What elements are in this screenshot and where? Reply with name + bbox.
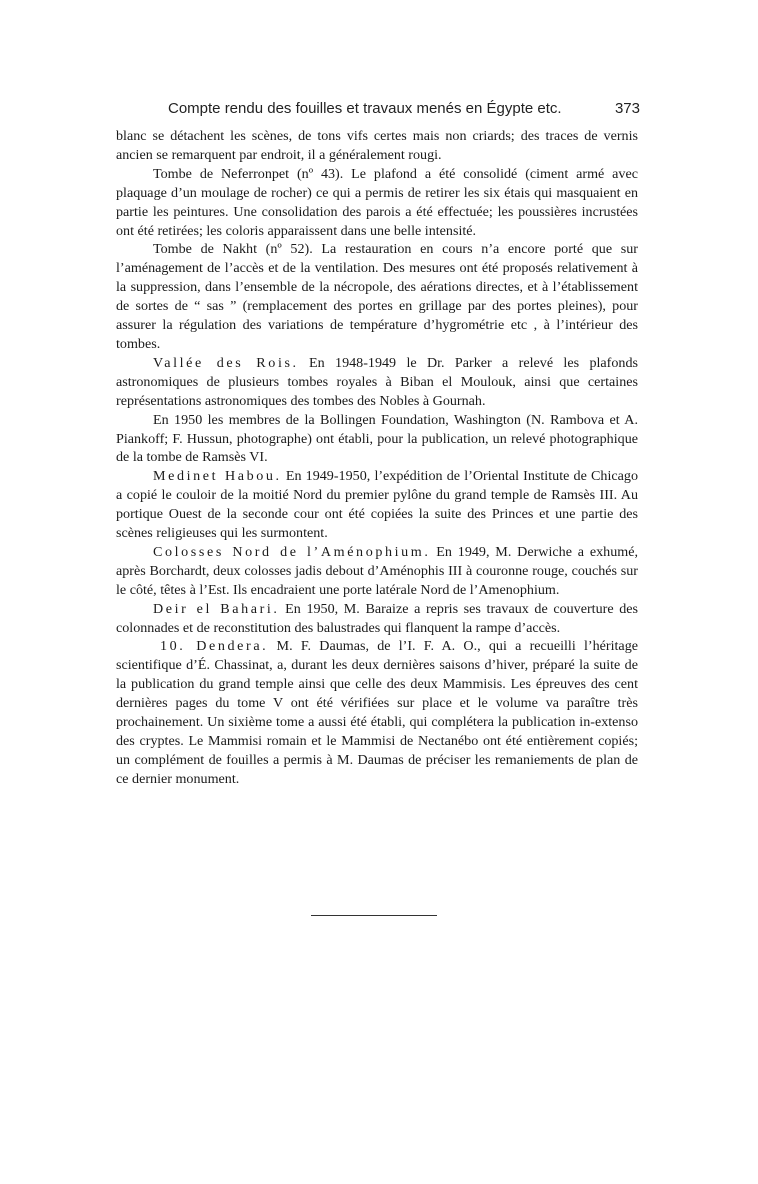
paragraph-bollingen	[116, 411, 638, 468]
paragraph-colosses	[116, 543, 638, 600]
section-heading: Vallée des Rois.	[153, 354, 299, 371]
paragraph-text: blanc se détachent les scènes, de tons vifs certes mais non criards; des traces de vernis ancien se remarquent par endroit, il a généralement rougi.	[116, 128, 638, 163]
paragraph-continuation	[116, 127, 638, 165]
end-divider	[311, 915, 437, 916]
paragraph-dendera	[116, 637, 638, 788]
paragraph-text: En 1950, M. Baraize a repris ses travaux de couverture des colonnades et de reconstitution des balustrades qui flanquent la rampe d’accès.	[116, 600, 638, 636]
section-heading: Deir el Bahari.	[153, 600, 280, 617]
section-heading: 10. Dendera.	[160, 638, 269, 655]
paragraph-deir-el-bahari	[116, 600, 638, 638]
header-title: Compte rendu des fouilles et travaux menés en Égypte etc.	[168, 100, 562, 117]
paragraph-text: Tombe de Nakht (nº 52). La restauration en cours n’a encore porté que sur l’aménagement de l’accès et de la ventilation. Des mesures ont été proposés relativement à la suppression, dans l’ensemble de la nécropole, des aérations directes, et à l’établissement de sortes de “ sas ” (remplacement des portes en grillage par des portes pleines), pour assurer la régulation des variations de température d’hygrométrie etc , à l’intérieur des tombes.	[116, 241, 638, 352]
paragraph-text: Tombe de Neferronpet (nº 43). Le plafond a été consolidé (ciment armé avec plaquage d’un moulage de rocher) ce qui a permis de retirer les six étais qui masquaient en partie les peintures. Une consolidation des parois a été effectuée; les poussières incrustées ont été retirées; les coloris apparaissent dans une belle intensité.	[116, 165, 638, 239]
paragraph-text: En 1948-1949 le Dr. Parker a relevé les plafonds astronomiques de plusieurs tombes royales à Biban el Moulouk, ainsi que certaines représentations astronomiques des tombes des Nobles à Gournah.	[116, 354, 638, 409]
section-heading: Colosses Nord de l’Aménophium.	[153, 543, 431, 560]
paragraph-text: En 1950 les membres de la Bollingen Foundation, Washington (N. Rambova et A. Piankoff; F. Hussun, photographe) ont établi, pour la publication, un relevé photographique de la tombe de Ramsès VI.	[116, 411, 638, 466]
paragraph-medinet-habou	[116, 467, 638, 543]
paragraph-tombe-nakht	[116, 240, 638, 353]
paragraph-tombe-neferronpet	[116, 165, 638, 241]
section-heading: Medinet Habou.	[153, 468, 282, 485]
paragraph-text: M. F. Daumas, de l’I. F. A. O., qui a recueilli l’héritage scientifique d’É. Chassinat, a, durant les deux dernières saisons d’hiver, préparé la suite de la publication du grand temple ainsi que celle des deux Mammisis. Les épreuves des cent dernières pages du tome V ont été vérifiées sur place et le volume va paraître très prochainement. Un sixième tome a aussi été établi, qui complétera la publication in-extenso des cryptes. Le Mammisi romain et le Mammisi de Nectanébo ont été entièrement copiés; un complément de fouilles a permis à M. Daumas de préciser les remaniements de plan de ce dernier monument.	[116, 638, 638, 787]
paragraph-vallee-des-rois	[116, 354, 638, 411]
page-number: 373	[614, 100, 640, 117]
paragraph-text: En 1949, M. Derwiche a exhumé, après Borchardt, deux colosses jadis debout d’Aménophis III à couronne rouge, couchés sur le côté, têtes à l’Est. Ils encadraient une porte latérale Nord de l’Amenophium.	[116, 543, 638, 598]
paragraph-text: En 1949-1950, l’expédition de l’Oriental Institute de Chicago a copié le couloir de la moitié Nord du premier pylône du grand temple de Ramsès III. Au portique Ouest de la seconde cour ont été copiées la suite des Princes et une partie des scènes religieuses qui les surmontent.	[116, 468, 638, 542]
body-text	[116, 127, 638, 789]
